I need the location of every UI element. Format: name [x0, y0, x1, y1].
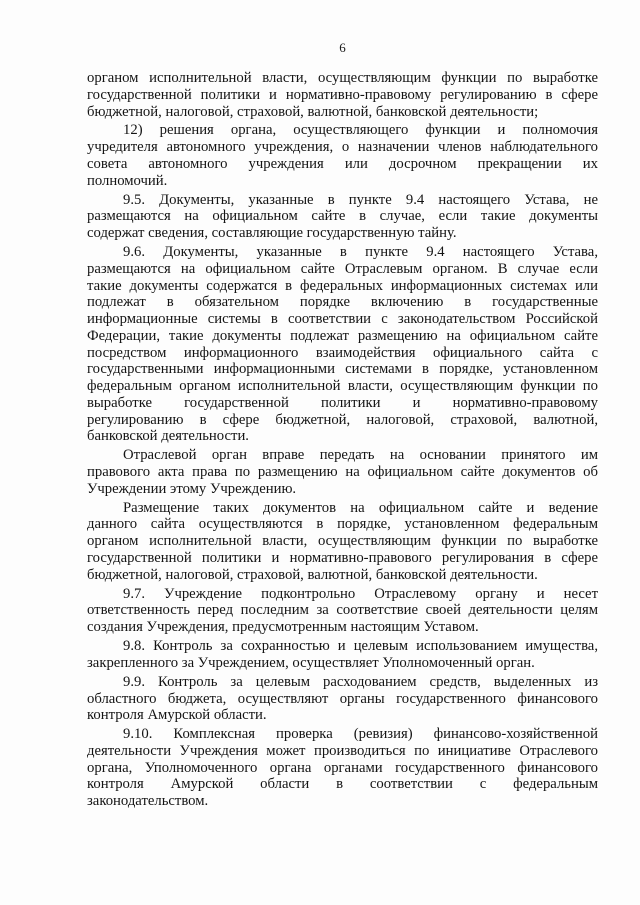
text-line: органом исполнительной власти, осуществляющим функции по выработке: [87, 533, 598, 550]
text-line: органа, Уполномоченного органа органами государственного финансового: [87, 759, 598, 776]
text-line: органом исполнительной власти, осуществляющим функции по выработке: [87, 70, 598, 86]
text-line: регулированию в сфере бюджетной, налоговой, страховой, валютной,: [87, 411, 598, 428]
text-line: Учреждении этому Учреждению.: [87, 480, 297, 497]
text-line: 12) решения органа, осуществляющего функции и полномочия: [123, 122, 598, 139]
text-line: 9.6. Документы, указанные в пункте 9.4 настоящего Устава,: [123, 244, 598, 261]
paragraph-9-5: [87, 192, 598, 242]
text-line: банковской деятельности.: [87, 428, 249, 445]
text-line: такие документы содержатся в федеральных информационных системах или: [87, 277, 598, 294]
text-line: государственной политики и нормативно-правовому регулированию в сфере: [87, 86, 598, 103]
text-line: контроля Амурской области в соответствии с федеральным: [87, 776, 598, 793]
text-line: государственными информационными системами в порядке, установленном: [87, 361, 598, 378]
text-line: бюджетной, налоговой, страховой, валютной, банковской деятельности;: [87, 103, 539, 120]
page-number: 6: [339, 40, 346, 55]
text-line: Размещение таких документов на официальном сайте и ведение: [123, 499, 598, 516]
text-line: контроля Амурской области.: [87, 707, 267, 724]
text-line: ответственность перед последним за соответствие своей деятельности целям: [87, 602, 598, 619]
paragraph-9-9: [87, 674, 598, 724]
text-line: 9.5. Документы, указанные в пункте 9.4 настоящего Устава, не: [123, 191, 598, 208]
paragraph-9-10: [87, 726, 598, 810]
text-line: 9.10. Комплексная проверка (ревизия) финансово-хозяйственной: [123, 726, 598, 743]
text-line: закрепленного за Учреждением, осуществляет Уполномоченный орган.: [87, 654, 535, 671]
text-line: содержат сведения, составляющие государственную тайну.: [87, 225, 457, 242]
text-line: учредителя автономного учреждения, о назначении членов наблюдательного: [87, 139, 598, 156]
paragraph-9-7: [87, 586, 598, 636]
paragraph-delegation: [87, 447, 598, 497]
text-line: областного бюджета, осуществляют органы государственного финансового: [87, 690, 598, 707]
text-line: деятельности Учреждения может производиться по инициативе Отраслевого: [87, 742, 598, 759]
text-line: подлежат в обязательном порядке включению в государственные: [87, 294, 598, 311]
document-body: [87, 70, 598, 810]
paragraph-continuation: [87, 70, 598, 120]
paragraph-item-12: [87, 122, 598, 189]
text-line: 9.8. Контроль за сохранностью и целевым использованием имущества,: [123, 638, 598, 655]
text-line: посредством информационного взаимодействия официального сайта с: [87, 344, 598, 361]
text-line: создания Учреждения, предусмотренным настоящим Уставом.: [87, 619, 479, 636]
text-line: правового акта права по размещению на официальном сайте документов об: [87, 464, 598, 480]
paragraph-9-6: [87, 244, 598, 445]
text-line: 9.9. Контроль за целевым расходованием средств, выделенных из: [123, 673, 598, 690]
text-line: бюджетной, налоговой, страховой, валютной, банковской деятельности.: [87, 566, 538, 583]
text-line: данного сайта осуществляются в порядке, установленном федеральным: [87, 516, 598, 533]
paragraph-publication-procedure: [87, 500, 598, 584]
paragraph-9-8: [87, 638, 598, 672]
text-line: государственной политики и нормативно-правового регулирования в сфере: [87, 549, 598, 566]
text-line: размещаются на официальном сайте в случае, если такие документы: [87, 208, 598, 225]
text-line: совета автономного учреждения или досрочном прекращении их: [87, 155, 598, 172]
text-line: выработке государственной политики и нормативно-правовому: [87, 394, 598, 411]
text-line: федеральным органом исполнительной власти, осуществляющим функции по: [87, 378, 598, 395]
text-line: полномочий.: [87, 172, 168, 189]
text-line: размещаются на официальном сайте Отраслевым органом. В случае если: [87, 260, 598, 277]
text-line: информационные системы в соответствии с законодательством Российской: [87, 311, 598, 328]
text-line: законодательством.: [87, 793, 209, 810]
text-line: Федерации, такие документы подлежат размещению на официальном сайте: [87, 327, 598, 344]
text-line: 9.7. Учреждение подконтрольно Отраслевому органу и несет: [123, 585, 598, 602]
text-line: Отраслевой орган вправе передать на основании принятого им: [123, 447, 598, 464]
